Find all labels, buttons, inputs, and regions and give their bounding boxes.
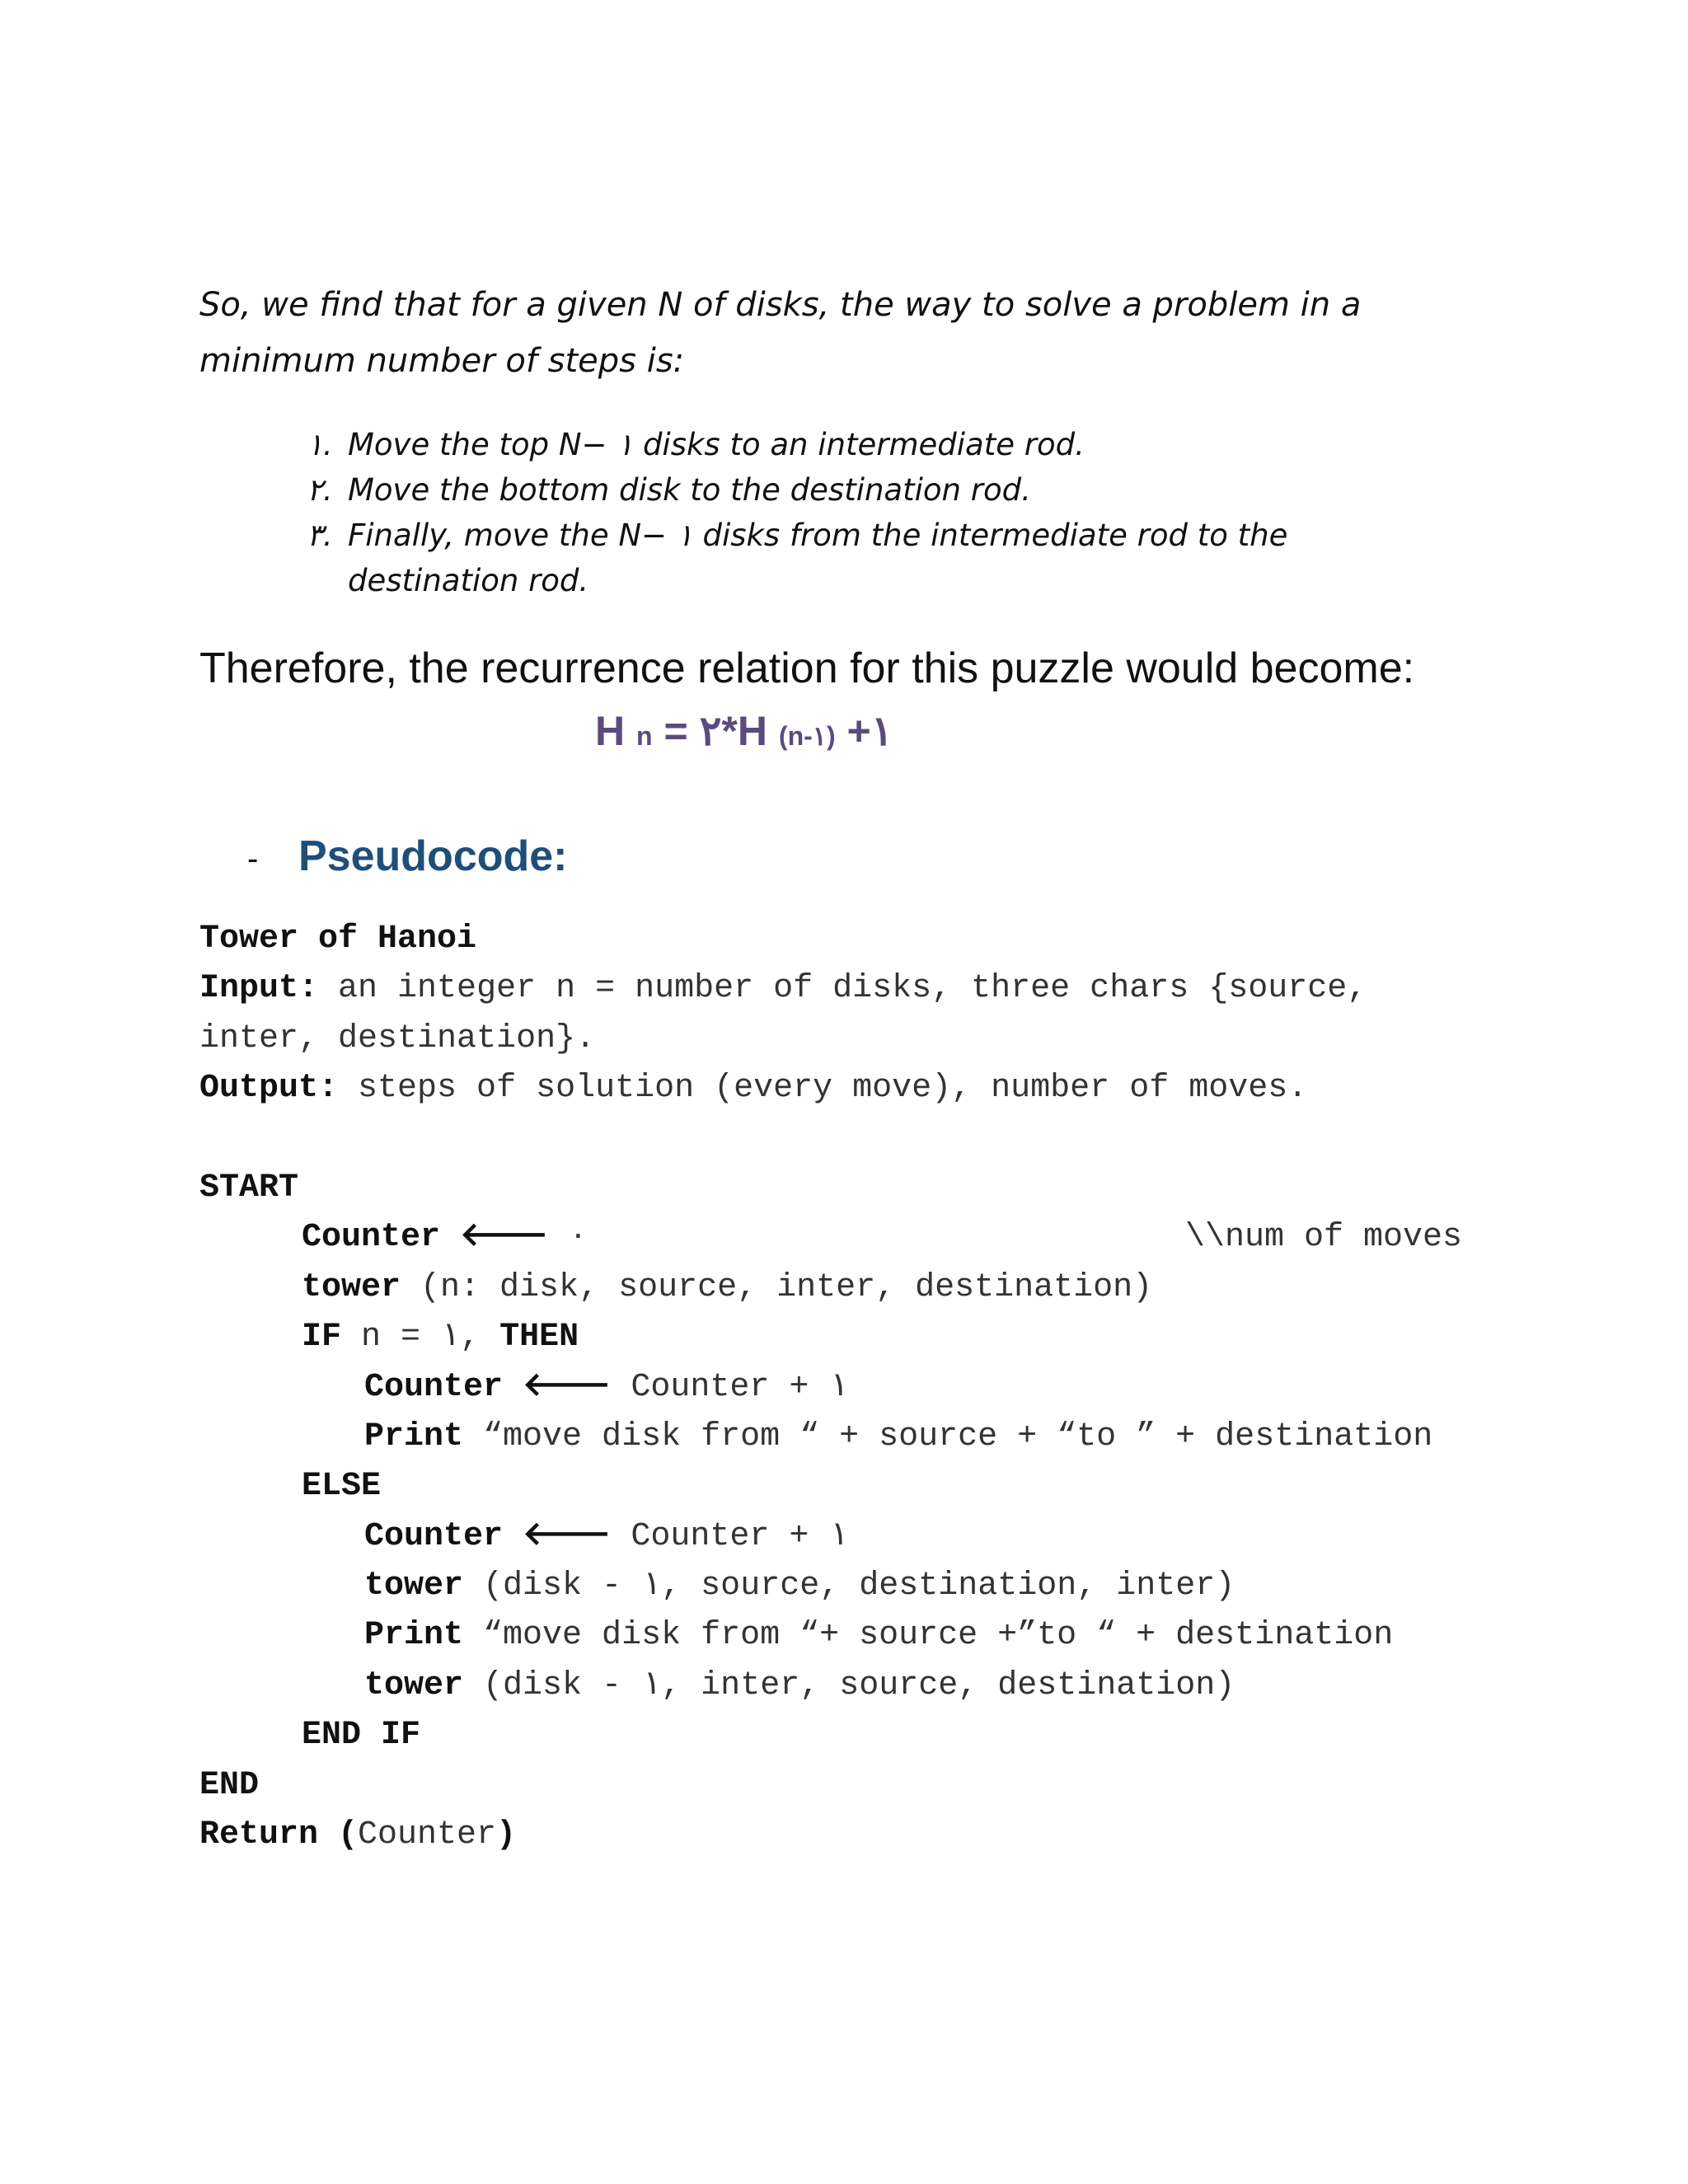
- pseudocode-block: [199, 915, 1535, 1860]
- print-args: “move disk from “+ source +”to “ + destination: [463, 1617, 1394, 1655]
- intro-paragraph: So, we find that for a given N of disks, the way to solve a problem in a minimum number of steps is:: [199, 286, 1362, 380]
- list-item: [0, 422, 1688, 467]
- return-value: Counter: [358, 1816, 497, 1854]
- formula-end: +١: [846, 708, 893, 754]
- counter-keyword: Counter: [302, 1219, 441, 1257]
- blank-line: [199, 1114, 1535, 1164]
- return-close-paren: ): [496, 1816, 517, 1854]
- counter-keyword: Counter: [364, 1368, 504, 1406]
- code-line: [199, 1164, 1535, 1213]
- code-line: [199, 1462, 1535, 1511]
- code-line: [199, 1611, 1535, 1661]
- section-heading: Pseudocode:: [298, 832, 568, 880]
- return-keyword: Return (: [199, 1816, 359, 1854]
- list-item: [0, 513, 1688, 603]
- output-keyword: Output:: [199, 1070, 339, 1108]
- tower-keyword: tower: [364, 1568, 464, 1605]
- steps-list: [0, 422, 1688, 603]
- list-item-text: Move the top N− ١ disks to an intermediate rod.: [348, 427, 1085, 462]
- code-line: [199, 1512, 1535, 1562]
- assign-arrow-icon: 🡐: [523, 1368, 612, 1406]
- input-keyword: Input:: [199, 970, 319, 1008]
- formula-h: H: [595, 708, 626, 754]
- if-condition: n = ١,: [341, 1319, 500, 1357]
- code-line: [199, 1313, 1535, 1362]
- start-keyword: START: [199, 1169, 299, 1207]
- if-keyword: IF: [302, 1319, 342, 1357]
- print-keyword: Print: [364, 1617, 464, 1655]
- counter-increment: Counter + ١: [611, 1368, 849, 1406]
- heading-bullet-dash: -: [247, 841, 259, 877]
- print-keyword: Print: [364, 1418, 464, 1455]
- code-line: [199, 964, 1535, 1014]
- recurrence-formula: [595, 704, 893, 763]
- list-item-text: Move the bottom disk to the destination rod.: [348, 472, 1031, 508]
- list-item-number: ١.: [307, 427, 333, 462]
- code-line: [199, 1661, 1535, 1711]
- code-line: [199, 1413, 1535, 1462]
- input-text-continued: inter, destination}.: [199, 1019, 596, 1057]
- list-item-number: ٣.: [307, 518, 333, 553]
- code-line: [199, 1064, 1535, 1113]
- formula-subscript-n-minus-1: (n-١): [778, 721, 836, 751]
- code-comment: \\num of moves: [1185, 1219, 1463, 1257]
- code-line: [199, 1761, 1535, 1811]
- output-text: steps of solution (every move), number of moves.: [338, 1070, 1308, 1108]
- algorithm-title: Tower of Hanoi: [199, 921, 477, 958]
- end-if-keyword: END IF: [302, 1717, 421, 1755]
- counter-init-value: ٠: [548, 1219, 588, 1257]
- end-keyword: END: [199, 1766, 260, 1804]
- list-item-text: Finally, move the N− ١ disks from the intermediate rod to the destination rod.: [348, 518, 1288, 598]
- code-line: [199, 1213, 1535, 1263]
- recurrence-sentence: Therefore, the recurrence relation for this puzzle would become:: [199, 644, 1415, 692]
- code-line: [199, 1811, 1535, 1860]
- tower-args: (disk - ١, inter, source, destination): [463, 1666, 1236, 1704]
- formula-middle: = ٢*H: [663, 708, 767, 754]
- then-keyword: THEN: [499, 1319, 579, 1357]
- counter-keyword: Counter: [364, 1517, 504, 1555]
- code-line: [199, 915, 1535, 964]
- code-line: [199, 1263, 1535, 1313]
- input-text: an integer n = number of disks, three chars {source,: [318, 970, 1367, 1008]
- tower-args: (disk - ١, source, destination, inter): [463, 1568, 1236, 1605]
- code-line: [199, 1363, 1535, 1413]
- tower-args: (n: disk, source, inter, destination): [401, 1268, 1153, 1306]
- print-args: “move disk from “ + source + “to ” + destination: [463, 1418, 1433, 1455]
- else-keyword: ELSE: [302, 1468, 382, 1506]
- list-item: [0, 467, 1688, 513]
- assign-arrow-icon: 🡐: [523, 1517, 612, 1555]
- code-line: [199, 1562, 1535, 1611]
- assign-arrow-icon: 🡐: [460, 1219, 549, 1257]
- tower-keyword: tower: [302, 1268, 401, 1306]
- counter-increment: Counter + ١: [611, 1517, 849, 1555]
- formula-subscript-n: n: [636, 721, 653, 751]
- tower-keyword: tower: [364, 1666, 464, 1704]
- list-item-number: ٢.: [307, 472, 333, 508]
- code-line: [199, 1015, 1535, 1064]
- code-line: [199, 1711, 1535, 1760]
